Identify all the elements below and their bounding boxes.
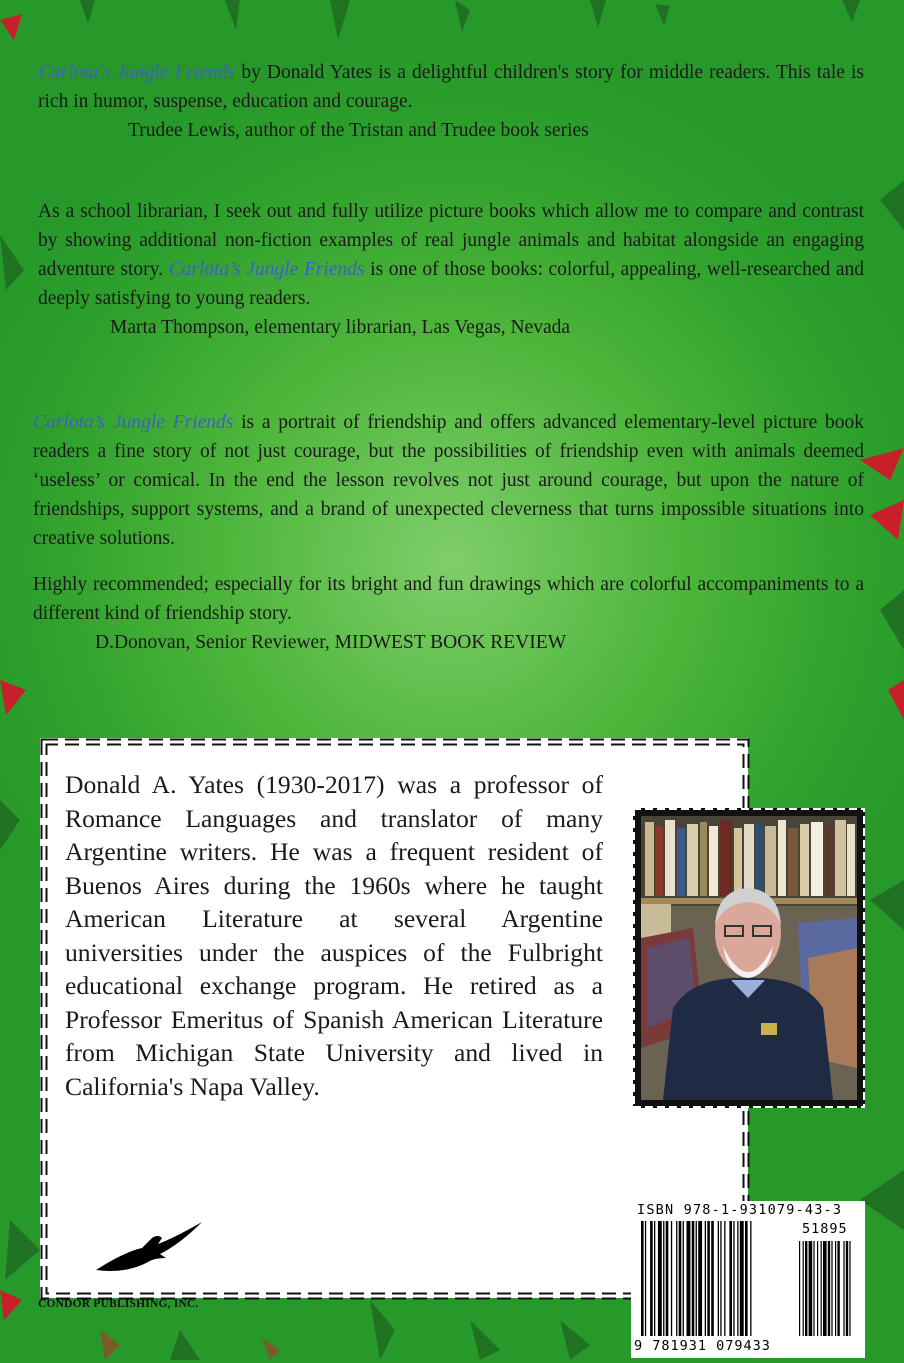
publisher-name: CONDOR PUBLISHING, INC. xyxy=(38,1298,199,1310)
book-title: Carlota’s Jungle Friends xyxy=(33,412,234,433)
condor-icon xyxy=(94,1208,205,1291)
review-recommendation: Highly recommended; especially for its bright and fun drawings which are colorful accompaniments to a different kind of friendship story. xyxy=(33,574,864,624)
review-body: is a portrait of friendship and offers advanced elementary-level picture book readers a fine story of not just courage, but the possibilities of friendship even with animals deemed ‘useless’ or comical. In the end the lesson revolves not just around courage, but upon the nature of friendships, support systems, and a brand of unexpected cleverness that turns impossible situations into creative solutions. xyxy=(33,412,864,549)
review-body: by Donald Yates is a delightful children's story for middle readers. This tale is rich in humor, suspense, education and courage. xyxy=(38,62,864,112)
review-body: As a school librarian, I seek out and fully utilize picture books which allow me to compare and contrast by showing additional non-fiction examples of real jungle animals and habitat alongside an engaging adventure story. xyxy=(38,201,864,280)
book-title: Carlota's Jungle Friends xyxy=(38,62,236,83)
review-body-continued: is one of those books: colorful, appealing, well-researched and deeply satisfying to young readers. xyxy=(38,259,864,309)
author-bio-text: Donald A. Yates (1930-2017) was a professor of Romance Languages and translator of many Argentine writers. He was a frequent resident of Buenos Aires during the 1960s where he taught American Literature at several Argentine universities under the auspices of the Fulbright educational exchange program. He retired as a Professor Emeritus of Spanish American Literature from Michigan State University and lived in California's Napa Valley. xyxy=(65,770,603,1101)
publisher-logo xyxy=(94,1208,205,1291)
author-portrait-image xyxy=(633,808,865,1108)
review-attribution: Marta Thompson, elementary librarian, Las Vegas, Nevada xyxy=(110,317,571,338)
isbn-label: ISBN 978-1-931079-43-3 xyxy=(637,1202,843,1218)
review-attribution: D.Donovan, Senior Reviewer, MIDWEST BOOK REVIEW xyxy=(95,632,567,653)
book-title: Carlota’s Jungle Friends xyxy=(168,259,365,280)
review-text xyxy=(38,197,864,313)
review-trudee-lewis xyxy=(38,58,864,145)
review-marta-thompson xyxy=(38,197,864,342)
review-text xyxy=(38,58,864,116)
ean-digits: 9 781931 079433 xyxy=(634,1338,771,1354)
price-code: 51895 xyxy=(802,1221,848,1237)
review-attribution: Trudee Lewis, author of the Tristan and Trudee book series xyxy=(128,120,589,141)
review-text xyxy=(33,408,864,553)
review-midwest-book-review xyxy=(33,408,864,657)
author-photo xyxy=(633,808,865,1108)
